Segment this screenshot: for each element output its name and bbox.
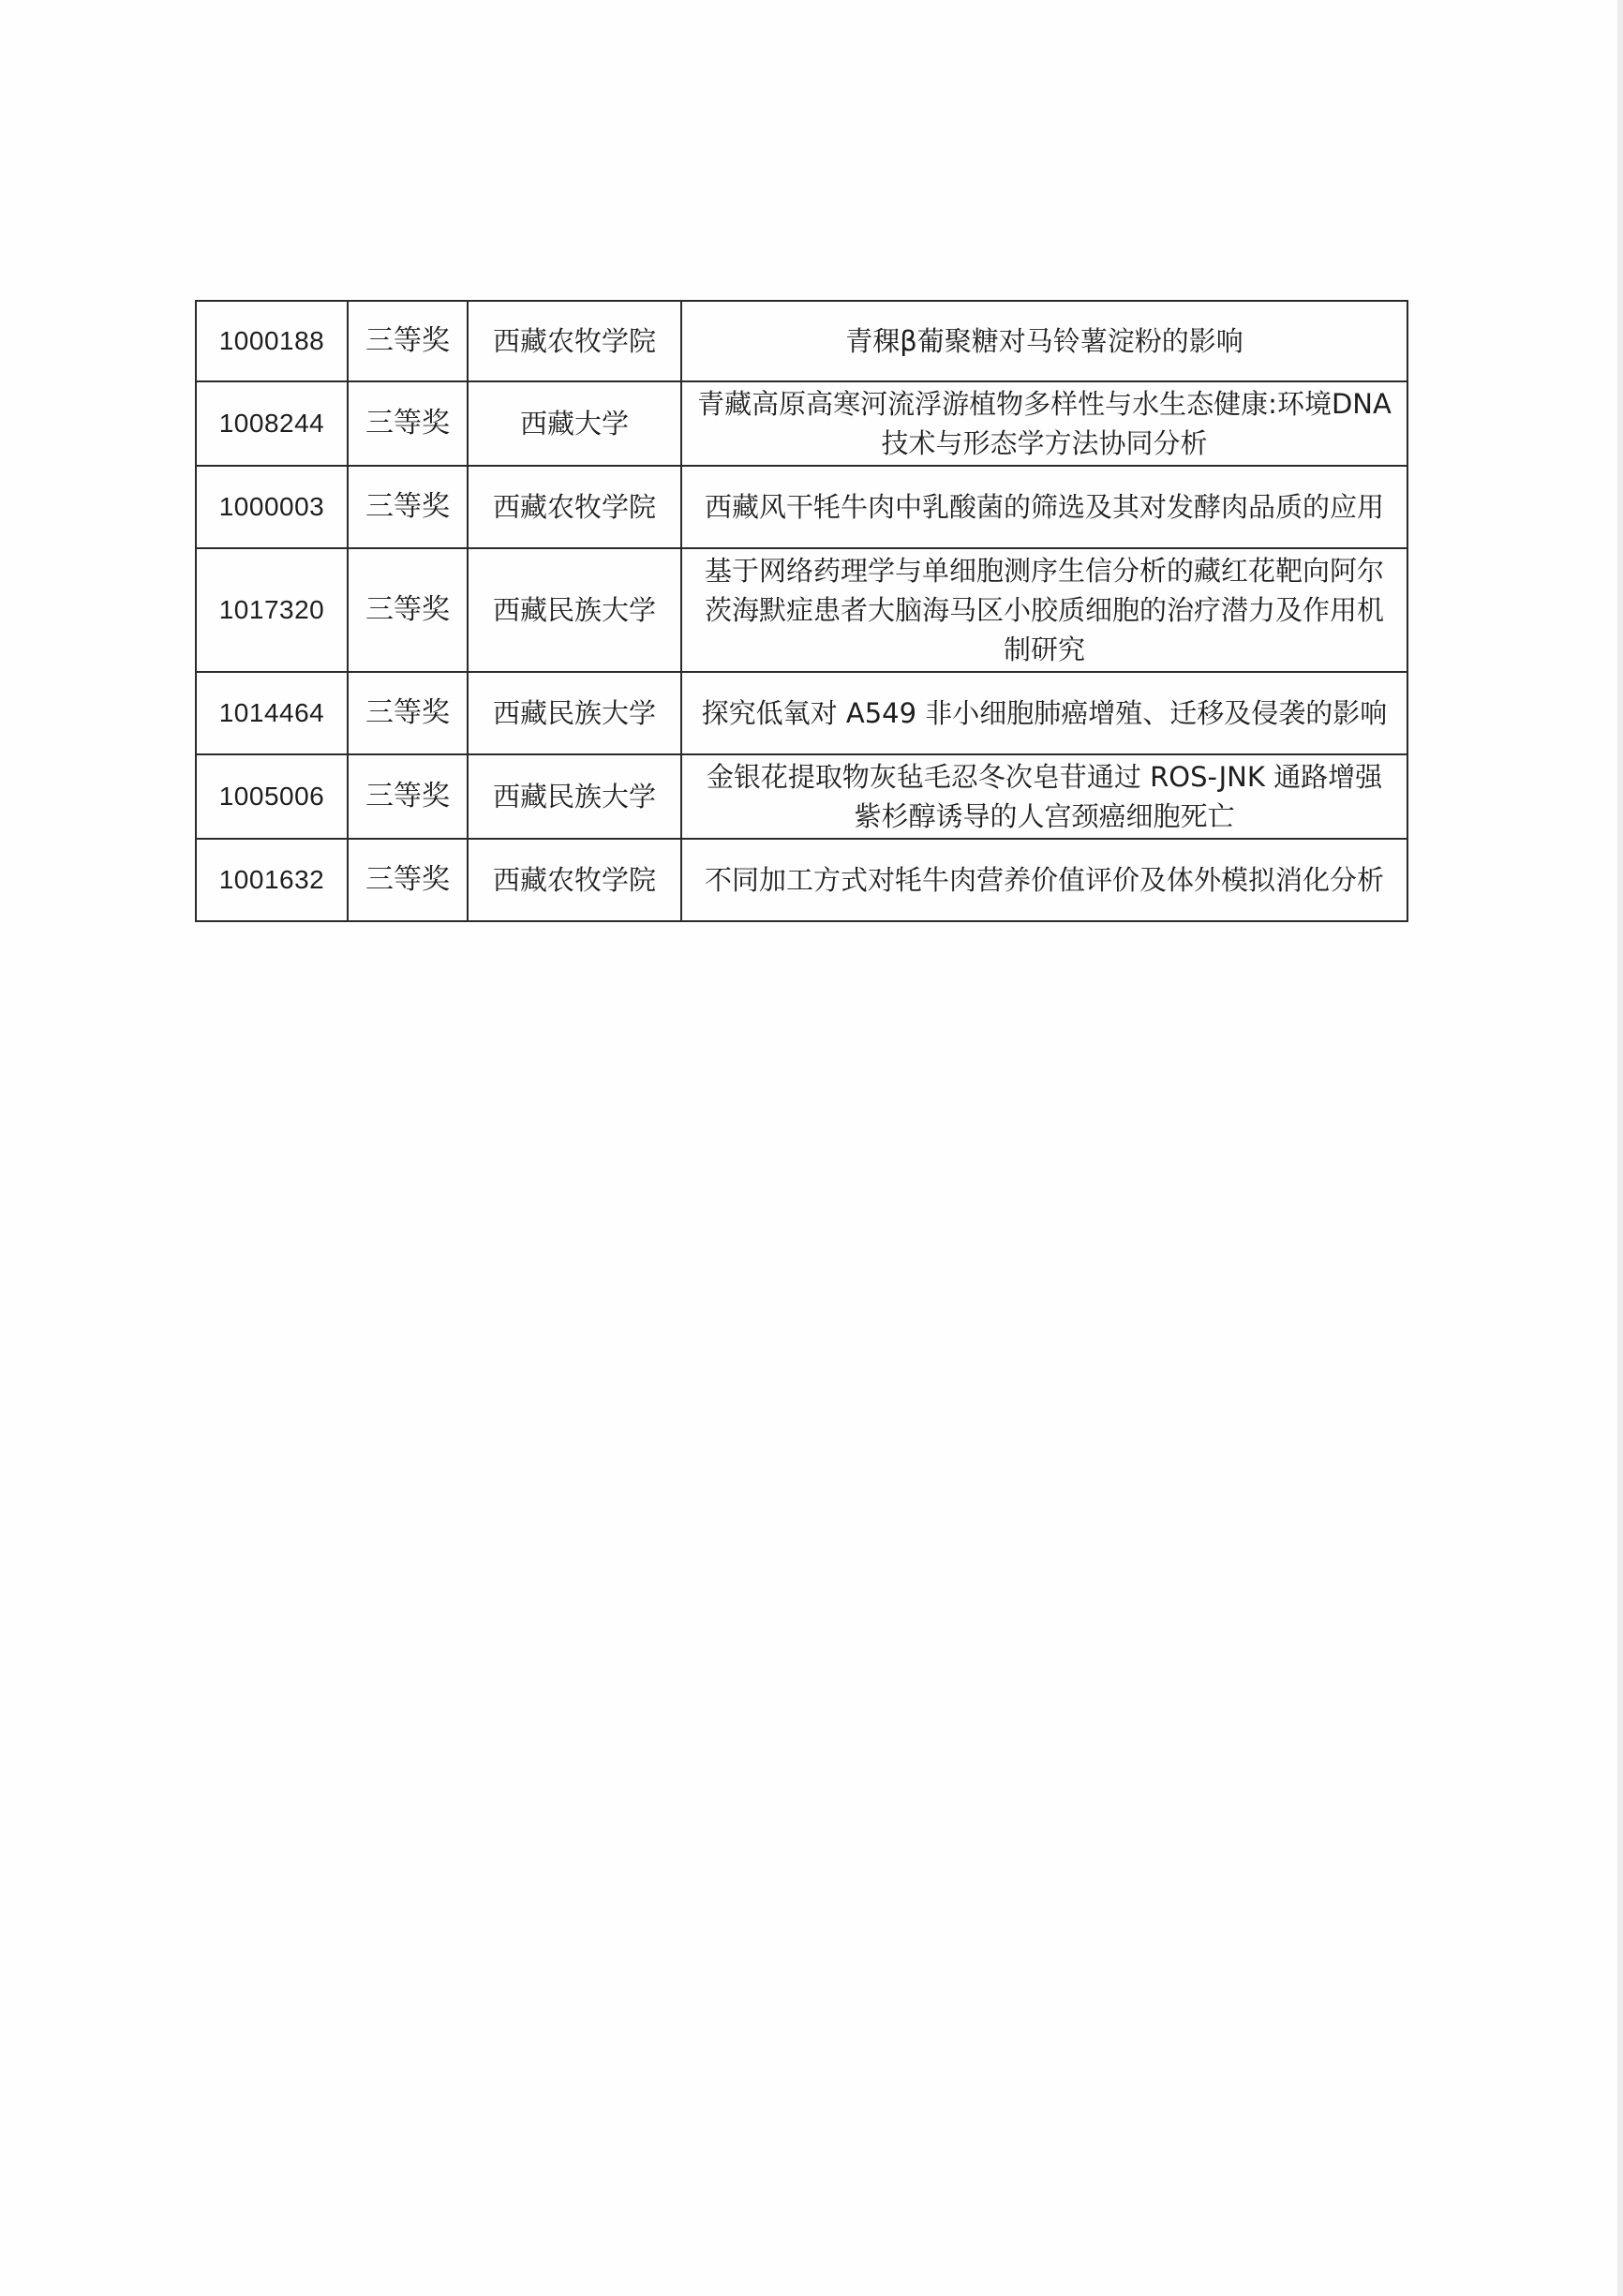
institution: 西藏民族大学 (468, 548, 681, 672)
institution: 西藏民族大学 (468, 672, 681, 754)
institution: 西藏民族大学 (468, 754, 681, 839)
award-level: 三等奖 (348, 672, 468, 754)
table-row (196, 839, 1407, 921)
award-level: 三等奖 (348, 301, 468, 381)
award-level: 三等奖 (348, 466, 468, 548)
project-title: 金银花提取物灰毡毛忍冬次皂苷通过 ROS-JNK 通路增强紫杉醇诱导的人宫颈癌细胞死亡 (681, 754, 1407, 839)
project-id: 1017320 (196, 548, 348, 672)
project-id: 1000003 (196, 466, 348, 548)
table-row (196, 466, 1407, 548)
scan-edge (1617, 0, 1623, 2296)
project-id: 1001632 (196, 839, 348, 921)
table-row (196, 754, 1407, 839)
project-id: 1005006 (196, 754, 348, 839)
award-level: 三等奖 (348, 548, 468, 672)
project-id: 1014464 (196, 672, 348, 754)
project-id: 1000188 (196, 301, 348, 381)
institution: 西藏农牧学院 (468, 466, 681, 548)
award-level: 三等奖 (348, 381, 468, 466)
table-row (196, 548, 1407, 672)
project-title: 青藏高原高寒河流浮游植物多样性与水生态健康:环境DNA 技术与形态学方法协同分析 (681, 381, 1407, 466)
project-title: 基于网络药理学与单细胞测序生信分析的藏红花靶向阿尔茨海默症患者大脑海马区小胶质细胞的治疗潜力及作用机制研究 (681, 548, 1407, 672)
table-row (196, 381, 1407, 466)
table-row (196, 301, 1407, 381)
project-id: 1008244 (196, 381, 348, 466)
project-title: 不同加工方式对牦牛肉营养价值评价及体外模拟消化分析 (681, 839, 1407, 921)
institution: 西藏大学 (468, 381, 681, 466)
project-title: 青稞β葡聚糖对马铃薯淀粉的影响 (681, 301, 1407, 381)
institution: 西藏农牧学院 (468, 301, 681, 381)
awards-table (195, 300, 1408, 922)
award-level: 三等奖 (348, 754, 468, 839)
award-level: 三等奖 (348, 839, 468, 921)
institution: 西藏农牧学院 (468, 839, 681, 921)
project-title: 探究低氧对 A549 非小细胞肺癌增殖、迁移及侵袭的影响 (681, 672, 1407, 754)
project-title: 西藏风干牦牛肉中乳酸菌的筛选及其对发酵肉品质的应用 (681, 466, 1407, 548)
table-row (196, 672, 1407, 754)
